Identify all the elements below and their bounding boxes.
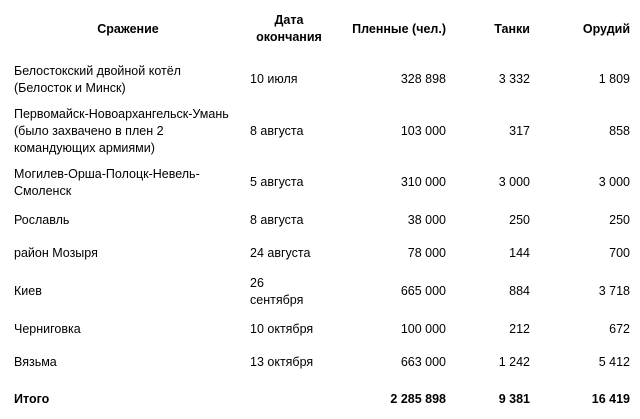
guns-cell: 250 [609, 213, 630, 227]
table-row [10, 313, 634, 346]
table-row [10, 161, 634, 204]
battle-name-line: командующих армиями) [14, 140, 155, 155]
header-row [10, 0, 634, 58]
end-date-cell [246, 237, 332, 270]
battle-cell [10, 161, 246, 204]
battle-cell [10, 313, 246, 346]
battle-name-line: Могилев-Орша-Полоцк-Невель- [14, 166, 200, 181]
battle-name-line: Черниговка [14, 322, 81, 336]
total-date-empty [246, 379, 332, 419]
end-date-line: 24 августа [250, 246, 311, 260]
end-date-line: 10 октября [250, 322, 314, 336]
end-date-cell [246, 58, 332, 101]
tanks-cell: 317 [509, 123, 530, 138]
table-row [10, 101, 634, 161]
tanks-cell: 884 [509, 284, 530, 298]
battle-cell [10, 204, 246, 237]
guns-cell: 672 [609, 322, 630, 336]
end-date-cell [246, 313, 332, 346]
end-date-cell [246, 161, 332, 204]
guns-cell: 858 [609, 123, 630, 138]
tanks-cell: 3 332 [498, 72, 530, 86]
table-row [10, 237, 634, 270]
end-date-line: 8 августа [250, 213, 304, 227]
header-tanks: Танки [494, 21, 530, 36]
guns-cell: 700 [609, 246, 630, 260]
table-row [10, 58, 634, 101]
battle-cell [10, 237, 246, 270]
battle-name-line: район Мозыря [14, 246, 98, 260]
header-prisoners: Пленные (чел.) [352, 21, 446, 36]
battle-name-line: Первомайск-Новоархангельск-Умань [14, 106, 229, 121]
header-guns: Орудий [582, 21, 630, 36]
prisoners-cell: 665 000 [400, 284, 446, 298]
end-date-line: 8 августа [250, 123, 304, 138]
battle-cell [10, 346, 246, 379]
end-date-line: 13 октября [250, 355, 314, 369]
tanks-cell: 212 [509, 322, 530, 336]
battle-name-line: (было захвачено в плен 2 [14, 123, 164, 138]
total-guns: 16 419 [591, 391, 630, 406]
tanks-cell: 3 000 [498, 175, 530, 189]
tanks-cell: 1 242 [498, 355, 530, 369]
end-date-line: 26 [250, 275, 264, 290]
header-date [246, 0, 332, 58]
end-date-line: 5 августа [250, 175, 304, 189]
tanks-cell: 144 [509, 246, 530, 260]
guns-cell: 5 412 [598, 355, 630, 369]
battle-cell [10, 101, 246, 161]
header-date-line1: Дата [274, 13, 304, 27]
guns-cell: 1 809 [598, 72, 630, 86]
tanks-cell: 250 [509, 213, 530, 227]
end-date-line: 10 июля [250, 72, 298, 86]
total-tanks: 9 381 [498, 391, 530, 406]
guns-cell: 3 000 [598, 175, 630, 189]
prisoners-cell: 38 000 [407, 213, 446, 227]
end-date-cell [246, 204, 332, 237]
battle-name-line: Киев [14, 284, 42, 298]
prisoners-cell: 663 000 [400, 355, 446, 369]
battles-table [10, 0, 634, 419]
prisoners-cell: 310 000 [400, 175, 446, 189]
battle-cell [10, 58, 246, 101]
table-row [10, 346, 634, 379]
table-body [10, 58, 634, 419]
battle-cell [10, 270, 246, 313]
header-battle: Сражение [97, 21, 159, 36]
table-row [10, 270, 634, 313]
battle-name-line: (Белосток и Минск) [14, 80, 126, 95]
header-date-line2: окончания [256, 30, 322, 44]
prisoners-cell: 103 000 [400, 123, 446, 138]
battle-name-line: Вязьма [14, 355, 57, 369]
end-date-cell [246, 346, 332, 379]
end-date-cell [246, 270, 332, 313]
prisoners-cell: 100 000 [400, 322, 446, 336]
prisoners-cell: 78 000 [407, 246, 446, 260]
total-row [10, 379, 634, 419]
guns-cell: 3 718 [598, 284, 630, 298]
total-prisoners: 2 285 898 [390, 391, 446, 406]
battle-name-line: Смоленск [14, 183, 72, 198]
battle-name-line: Рославль [14, 213, 70, 227]
end-date-cell [246, 101, 332, 161]
total-label: Итого [14, 391, 50, 406]
end-date-line: сентября [250, 292, 304, 307]
battle-name-line: Белостокский двойной котёл [14, 63, 181, 78]
prisoners-cell: 328 898 [400, 72, 446, 86]
table-row [10, 204, 634, 237]
